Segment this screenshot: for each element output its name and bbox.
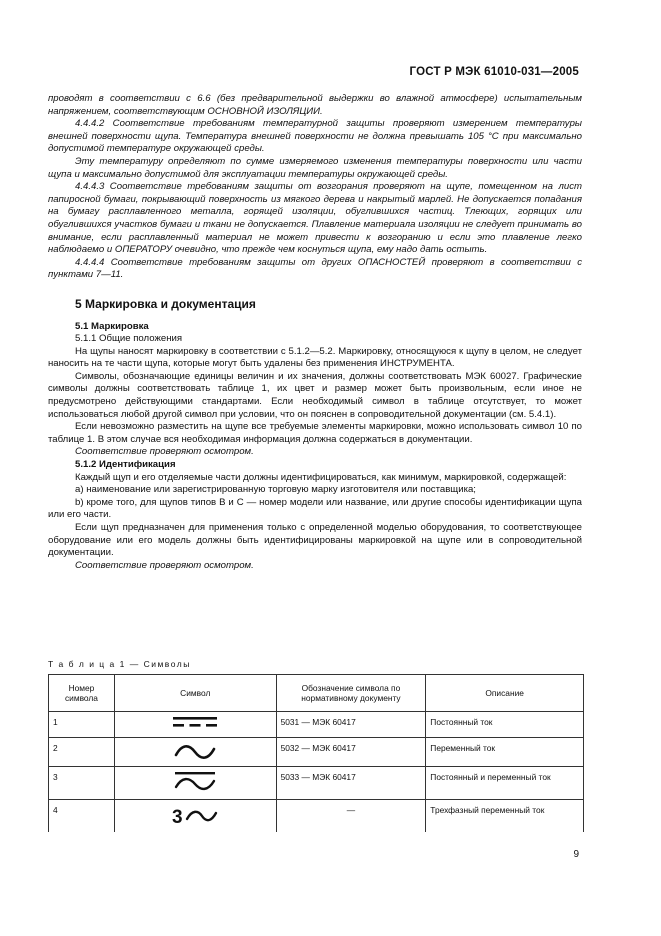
table-row <box>49 738 584 767</box>
clause-4-4-4-2: 4.4.4.2 Соответствие требованиям температурной защиты проверяют измерением температуры внешней поверхности щупа. Температура внешней поверхности не должна превышать 105 °С при максимально допустимой температуре окружающей среды. <box>48 118 582 155</box>
header-cell: Номер символа <box>49 675 115 712</box>
three-phase-ac-symbol-icon <box>172 803 218 829</box>
subsection-heading-5-1-1: 5.1.1 Общие положения <box>75 333 183 345</box>
symbol-number: 3 <box>49 767 115 800</box>
document-body <box>48 93 582 572</box>
normative-designation: 5031 — МЭК 60417 <box>276 712 426 738</box>
subsection-heading-5-1-2: 5.1.2 Идентификация <box>75 459 176 471</box>
table-row <box>49 712 584 738</box>
alternating-current-symbol-icon <box>173 741 217 763</box>
direct-and-alternating-current-symbol-icon <box>173 770 217 796</box>
table-header-row <box>49 675 584 712</box>
symbol-description: Трехфазный переменный ток <box>426 800 584 833</box>
table-caption: Т а б л и ц а 1 — Символы <box>48 659 191 669</box>
header-cell: Обозначение символа по нормативному документу <box>276 675 426 712</box>
paragraph: проводят в соответствии с 6.6 (без предварительной выдержки во влажной атмосфере) испытательным напряжением, соответствующим ОСНОВНОЙ ИЗОЛЯЦИИ. <box>48 93 582 117</box>
symbol-description: Постоянный ток <box>426 712 584 738</box>
paragraph: Если щуп предназначен для применения только с определенной моделью оборудования, то соответствующее оборудование или его модель должны быть идентифицированы маркировкой на щупе или в сопроводительной документации. <box>48 522 582 559</box>
symbol-number: 2 <box>49 738 115 767</box>
section-heading: 5 Маркировка и документация <box>75 296 256 311</box>
paragraph: Каждый щуп и его отделяемые части должны идентифицироваться, как минимум, маркировкой, содержащей: <box>75 471 567 483</box>
normative-designation: 5033 — МЭК 60417 <box>276 767 426 800</box>
paragraph: На щупы наносят маркировку в соответствии с 5.1.2—5.2. Маркировку, относящуюся к щупу в целом, не следует наносить на те части щупа, которые могут быть удалены без применения ИНСТРУМЕНТА. <box>48 345 582 370</box>
normative-designation: — <box>276 800 426 833</box>
symbol-number: 4 <box>49 800 115 833</box>
list-item-a: а) наименование или зарегистрированную торговую марку изготовителя или поставщика; <box>75 484 476 496</box>
symbol-description: Постоянный и переменный ток <box>426 767 584 800</box>
page-number: 9 <box>573 849 579 860</box>
clause-4-4-4-3: 4.4.4.3 Соответствие требованиям защиты от возгорания проверяют на щупе, помещенном на лист папиросной бумаги, покрывающий поверхность из мягкого дерева и накрытый марлей. Не допускается попадания на бумагу расплавленного металла, горящей изоляции, обуглившихся частиц. Тлеющих, горящих или обуглившихся участков бумаги и ткани не допускается. Плавление материала изоляции не следует принимать во внимание, если расплавленный материал не может привести к возгоранию и если это плавление легко наблюдаемо и ОПЕРАТОРУ очевидно, что прежде чем коснуться щупа, ему надо дать остыть. <box>48 181 582 256</box>
subsection-heading-5-1: 5.1 Маркировка <box>75 320 149 332</box>
symbols-table <box>48 674 584 832</box>
symbol-number: 1 <box>49 712 115 738</box>
standard-code: ГОСТ Р МЭК 61010-031—2005 <box>409 66 579 78</box>
paragraph: Если невозможно разместить на щупе все требуемые элементы маркировки, можно использовать символ 10 по таблице 1. В этом случае вся необходимая информация должна содержаться в документации. <box>48 421 582 445</box>
normative-designation: 5032 — МЭК 60417 <box>276 738 426 767</box>
header-cell: Описание <box>426 675 584 712</box>
compliance-check: Соответствие проверяют осмотром. <box>75 559 254 571</box>
header-cell: Символ <box>114 675 276 712</box>
table-row <box>49 800 584 833</box>
compliance-check: Соответствие проверяют осмотром. <box>75 446 254 458</box>
direct-current-symbol-icon <box>172 715 218 729</box>
clause-4-4-4-4: 4.4.4.4 Соответствие требованиям защиты от других ОПАСНОСТЕЙ проверяют в соответствии с пунктами 7—11. <box>48 256 582 281</box>
three-phase-label: 3 <box>172 807 183 828</box>
list-item-b: b) кроме того, для щупов типов В и С — номер модели или название, или другие способы идентификации щупа или его части. <box>48 496 582 521</box>
paragraph: Символы, обозначающие единицы величин и их значения, должны соответствовать МЭК 60027. Графические символы должны соответствовать таблице 1, их цвет и размер может быть произвольным, если иное не предусмотрено действующими стандартами. Если необходимый символ в таблице отсутствует, то может использоваться любой другой символ при условии, что он пояснен в сопроводительной документации (см. 5.4.1). <box>48 370 582 420</box>
symbol-description: Переменный ток <box>426 738 584 767</box>
paragraph: Эту температуру определяют по сумме измеряемого изменения температуры поверхности или части щупа и максимально допустимой для эксплуатации температуры окружающей среды. <box>48 155 582 180</box>
table-row <box>49 767 584 800</box>
